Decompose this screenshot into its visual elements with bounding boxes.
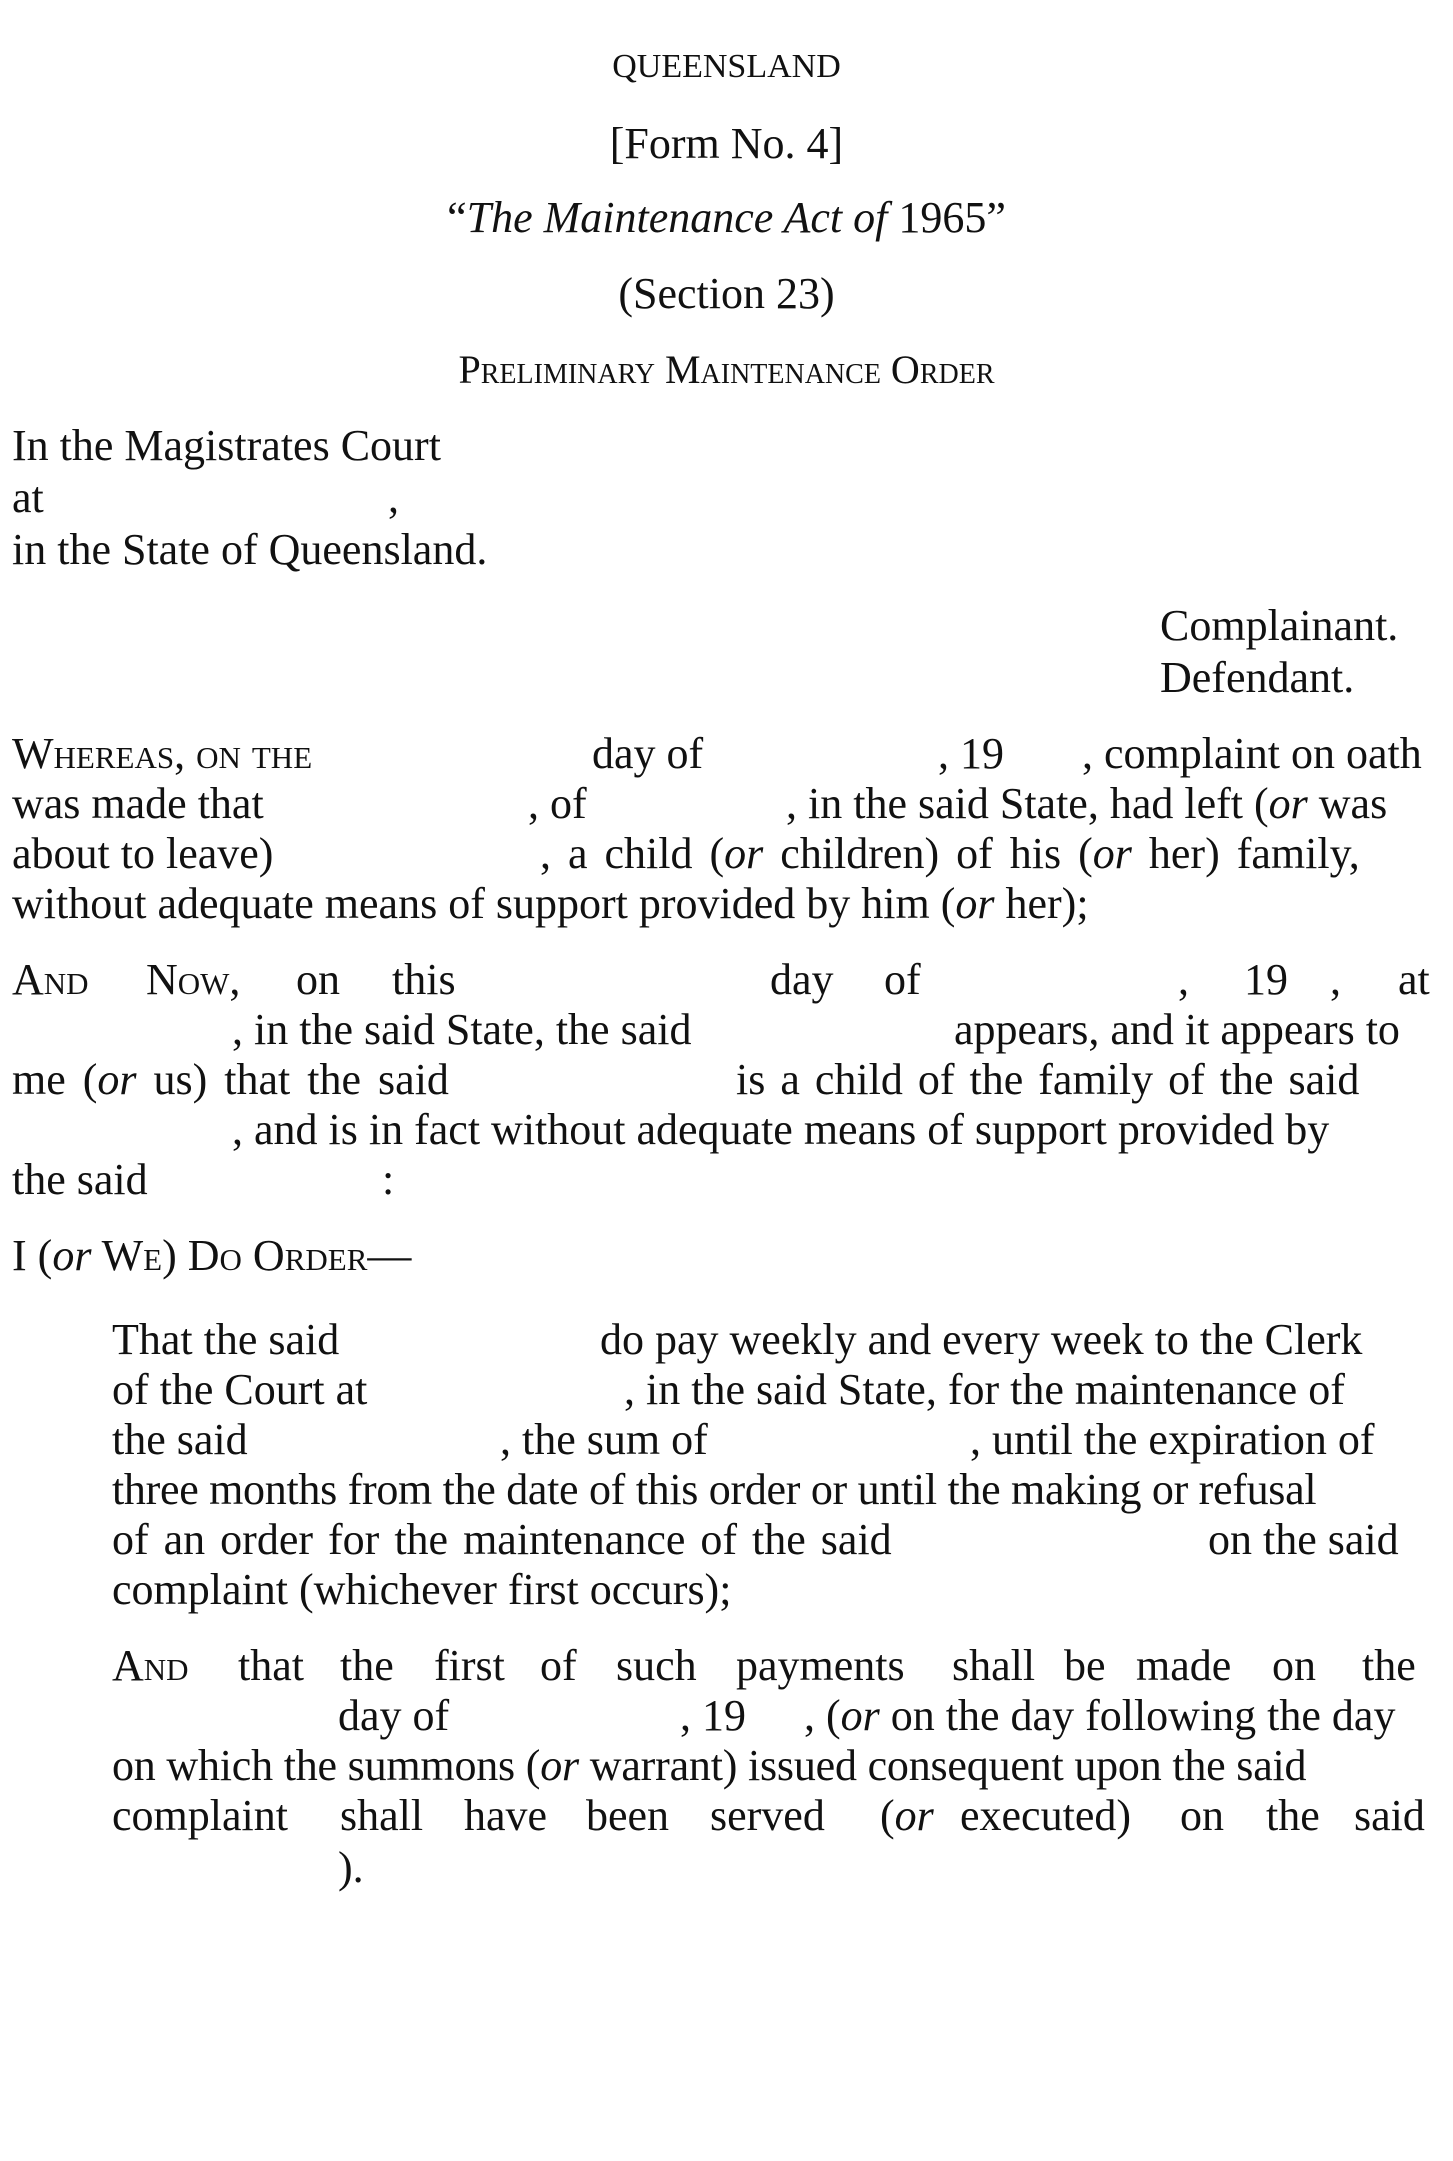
order-l5-b: on the said bbox=[1208, 1515, 1399, 1564]
order-l1-a: That the said bbox=[112, 1315, 340, 1364]
firstpay-l4-or: or bbox=[894, 1791, 934, 1840]
act-year: 1965 bbox=[898, 193, 987, 242]
firstpay-l1-f: such bbox=[616, 1641, 697, 1690]
andnow-l2-a: , in the said State, the said bbox=[232, 1005, 692, 1054]
order-l1-b: do pay weekly and every week to the Clerk bbox=[600, 1315, 1363, 1364]
andnow-l1-d: this bbox=[392, 955, 456, 1004]
andnow-l5-a: the said bbox=[12, 1155, 148, 1204]
order-title: Preliminary Maintenance Order bbox=[458, 347, 995, 392]
firstpay-l1-j: made bbox=[1136, 1641, 1232, 1690]
firstpay-l4-g: executed) bbox=[960, 1791, 1131, 1840]
andnow-l5-b: : bbox=[382, 1155, 395, 1204]
order-heading bbox=[12, 1231, 412, 1280]
firstpay-l4-a: complaint bbox=[112, 1791, 288, 1840]
andnow-l1-c: on bbox=[296, 955, 340, 1004]
andnow-l3-a-text: me ( bbox=[12, 1055, 98, 1104]
whereas-l3-or-2: or bbox=[1092, 829, 1132, 878]
order-heading-a: I ( bbox=[12, 1231, 53, 1280]
whereas-l3-or-1: or bbox=[724, 829, 764, 878]
firstpay-l3-b: warrant) issued consequent upon the said bbox=[578, 1741, 1307, 1790]
whereas-l3-b-text: , a child ( bbox=[540, 829, 725, 878]
firstpay-l4-d: been bbox=[586, 1791, 670, 1840]
firstpay-l2-c bbox=[804, 1691, 1396, 1740]
firstpay-l3 bbox=[112, 1741, 1307, 1790]
order-l5-a: of an order for the maintenance of the said bbox=[112, 1515, 892, 1564]
andnow-l3-b: us) that the said bbox=[136, 1055, 449, 1104]
firstpay-l2-d: on the day following the day bbox=[879, 1691, 1396, 1740]
firstpay-l2-a: day of bbox=[338, 1691, 450, 1740]
whereas-l4-or: or bbox=[955, 879, 995, 928]
whereas-l4-b: her); bbox=[994, 879, 1089, 928]
whereas-l3-b bbox=[540, 829, 1360, 878]
firstpay-l4-j: said bbox=[1354, 1791, 1425, 1840]
order-l3-b: , the sum of bbox=[500, 1415, 708, 1464]
firstpay-l1-a: And bbox=[112, 1641, 189, 1690]
whereas-l3-c: children) of his ( bbox=[763, 829, 1093, 878]
court-line-3: in the State of Queensland. bbox=[12, 525, 488, 574]
order-l2-a: of the Court at bbox=[112, 1365, 368, 1414]
andnow-l1-g: , bbox=[1178, 955, 1189, 1004]
andnow-l1-f: of bbox=[884, 955, 921, 1004]
andnow-l4-a: , and is in fact without adequate means of support provided by bbox=[232, 1105, 1330, 1154]
act-title: “The Maintenance Act of 1965” bbox=[447, 193, 1006, 242]
andnow-l1-a: And bbox=[12, 955, 89, 1004]
firstpay-l1-g: payments bbox=[736, 1641, 905, 1690]
court-line-1: In the Magistrates Court bbox=[12, 421, 441, 470]
order-l4: three months from the date of this order or until the making or refusal bbox=[112, 1465, 1317, 1514]
whereas-l4-a: without adequate means of support provided by him ( bbox=[12, 879, 956, 928]
andnow-l2-b: appears, and it appears to bbox=[954, 1005, 1400, 1054]
firstpay-l4-f bbox=[880, 1791, 934, 1840]
firstpay-l3-or: or bbox=[540, 1741, 579, 1790]
order-l6: complaint (whichever first occurs); bbox=[112, 1565, 732, 1614]
section-reference: (Section 23) bbox=[618, 269, 835, 318]
firstpay-l1-e: of bbox=[540, 1641, 577, 1690]
firstpay-l4-i: the bbox=[1266, 1791, 1320, 1840]
whereas-l1-a: Whereas, on the bbox=[12, 729, 313, 778]
whereas-l4 bbox=[12, 879, 1089, 928]
defendant-label: Defendant. bbox=[1160, 653, 1355, 702]
act-name: The Maintenance Act of bbox=[466, 193, 888, 242]
andnow-l1-b: Now, bbox=[146, 955, 241, 1004]
whereas-l2-c-text: , in the said State, had left ( bbox=[786, 779, 1269, 828]
firstpay-l4-paren: ( bbox=[880, 1791, 895, 1840]
complainant-label: Complainant. bbox=[1160, 601, 1399, 650]
whereas-l1-d: , complaint on oath bbox=[1082, 729, 1422, 778]
firstpay-l5: ). bbox=[338, 1843, 364, 1892]
court-line-at: at bbox=[12, 473, 44, 522]
order-l3-a: the said bbox=[112, 1415, 248, 1464]
andnow-l3-or: or bbox=[97, 1055, 137, 1104]
firstpay-l1-d: first bbox=[434, 1641, 505, 1690]
firstpay-l2-c-text: , ( bbox=[804, 1691, 841, 1740]
andnow-l3-a bbox=[12, 1055, 449, 1104]
firstpay-l4-c: have bbox=[464, 1791, 548, 1840]
firstpay-l4-e: served bbox=[710, 1791, 825, 1840]
firstpay-l4-h: on bbox=[1180, 1791, 1224, 1840]
whereas-l3-d: her) family, bbox=[1131, 829, 1360, 878]
order-heading-or: or bbox=[52, 1231, 92, 1280]
firstpay-l3-a: on which the summons ( bbox=[112, 1741, 541, 1790]
firstpay-l2-or: or bbox=[840, 1691, 880, 1740]
firstpay-l1-c: the bbox=[340, 1641, 394, 1690]
firstpay-l2-b: , 19 bbox=[680, 1691, 746, 1740]
andnow-l1-i: , bbox=[1330, 955, 1341, 1004]
court-line-comma: , bbox=[388, 473, 399, 522]
firstpay-l4-b: shall bbox=[340, 1791, 424, 1840]
order-l2-b: , in the said State, for the maintenance of bbox=[624, 1365, 1345, 1414]
whereas-l2-c bbox=[786, 779, 1388, 828]
whereas-l2-or: or bbox=[1268, 779, 1308, 828]
andnow-l1-h: 19 bbox=[1244, 955, 1288, 1004]
firstpay-l1-k: on bbox=[1272, 1641, 1316, 1690]
state-heading: QUEENSLAND bbox=[612, 48, 841, 85]
andnow-l1-e: day bbox=[770, 955, 834, 1004]
firstpay-l1-l: the bbox=[1362, 1641, 1416, 1690]
whereas-l2-b: , of bbox=[528, 779, 587, 828]
whereas-l3-a: about to leave) bbox=[12, 829, 274, 878]
andnow-l1-j: at bbox=[1398, 955, 1430, 1004]
form-number: [Form No. 4] bbox=[609, 119, 844, 168]
whereas-l2-d: was bbox=[1307, 779, 1388, 828]
whereas-l1-c: , 19 bbox=[938, 729, 1004, 778]
whereas-l2-a: was made that bbox=[12, 779, 264, 828]
order-l3-c: , until the expiration of bbox=[970, 1415, 1375, 1464]
firstpay-l1-i: be bbox=[1064, 1641, 1106, 1690]
order-heading-b: We) Do Order— bbox=[91, 1231, 412, 1280]
whereas-l1-b: day of bbox=[592, 729, 704, 778]
andnow-l3-c: is a child of the family of the said bbox=[736, 1055, 1360, 1104]
firstpay-l1-b: that bbox=[238, 1641, 304, 1690]
firstpay-l1-h: shall bbox=[952, 1641, 1036, 1690]
